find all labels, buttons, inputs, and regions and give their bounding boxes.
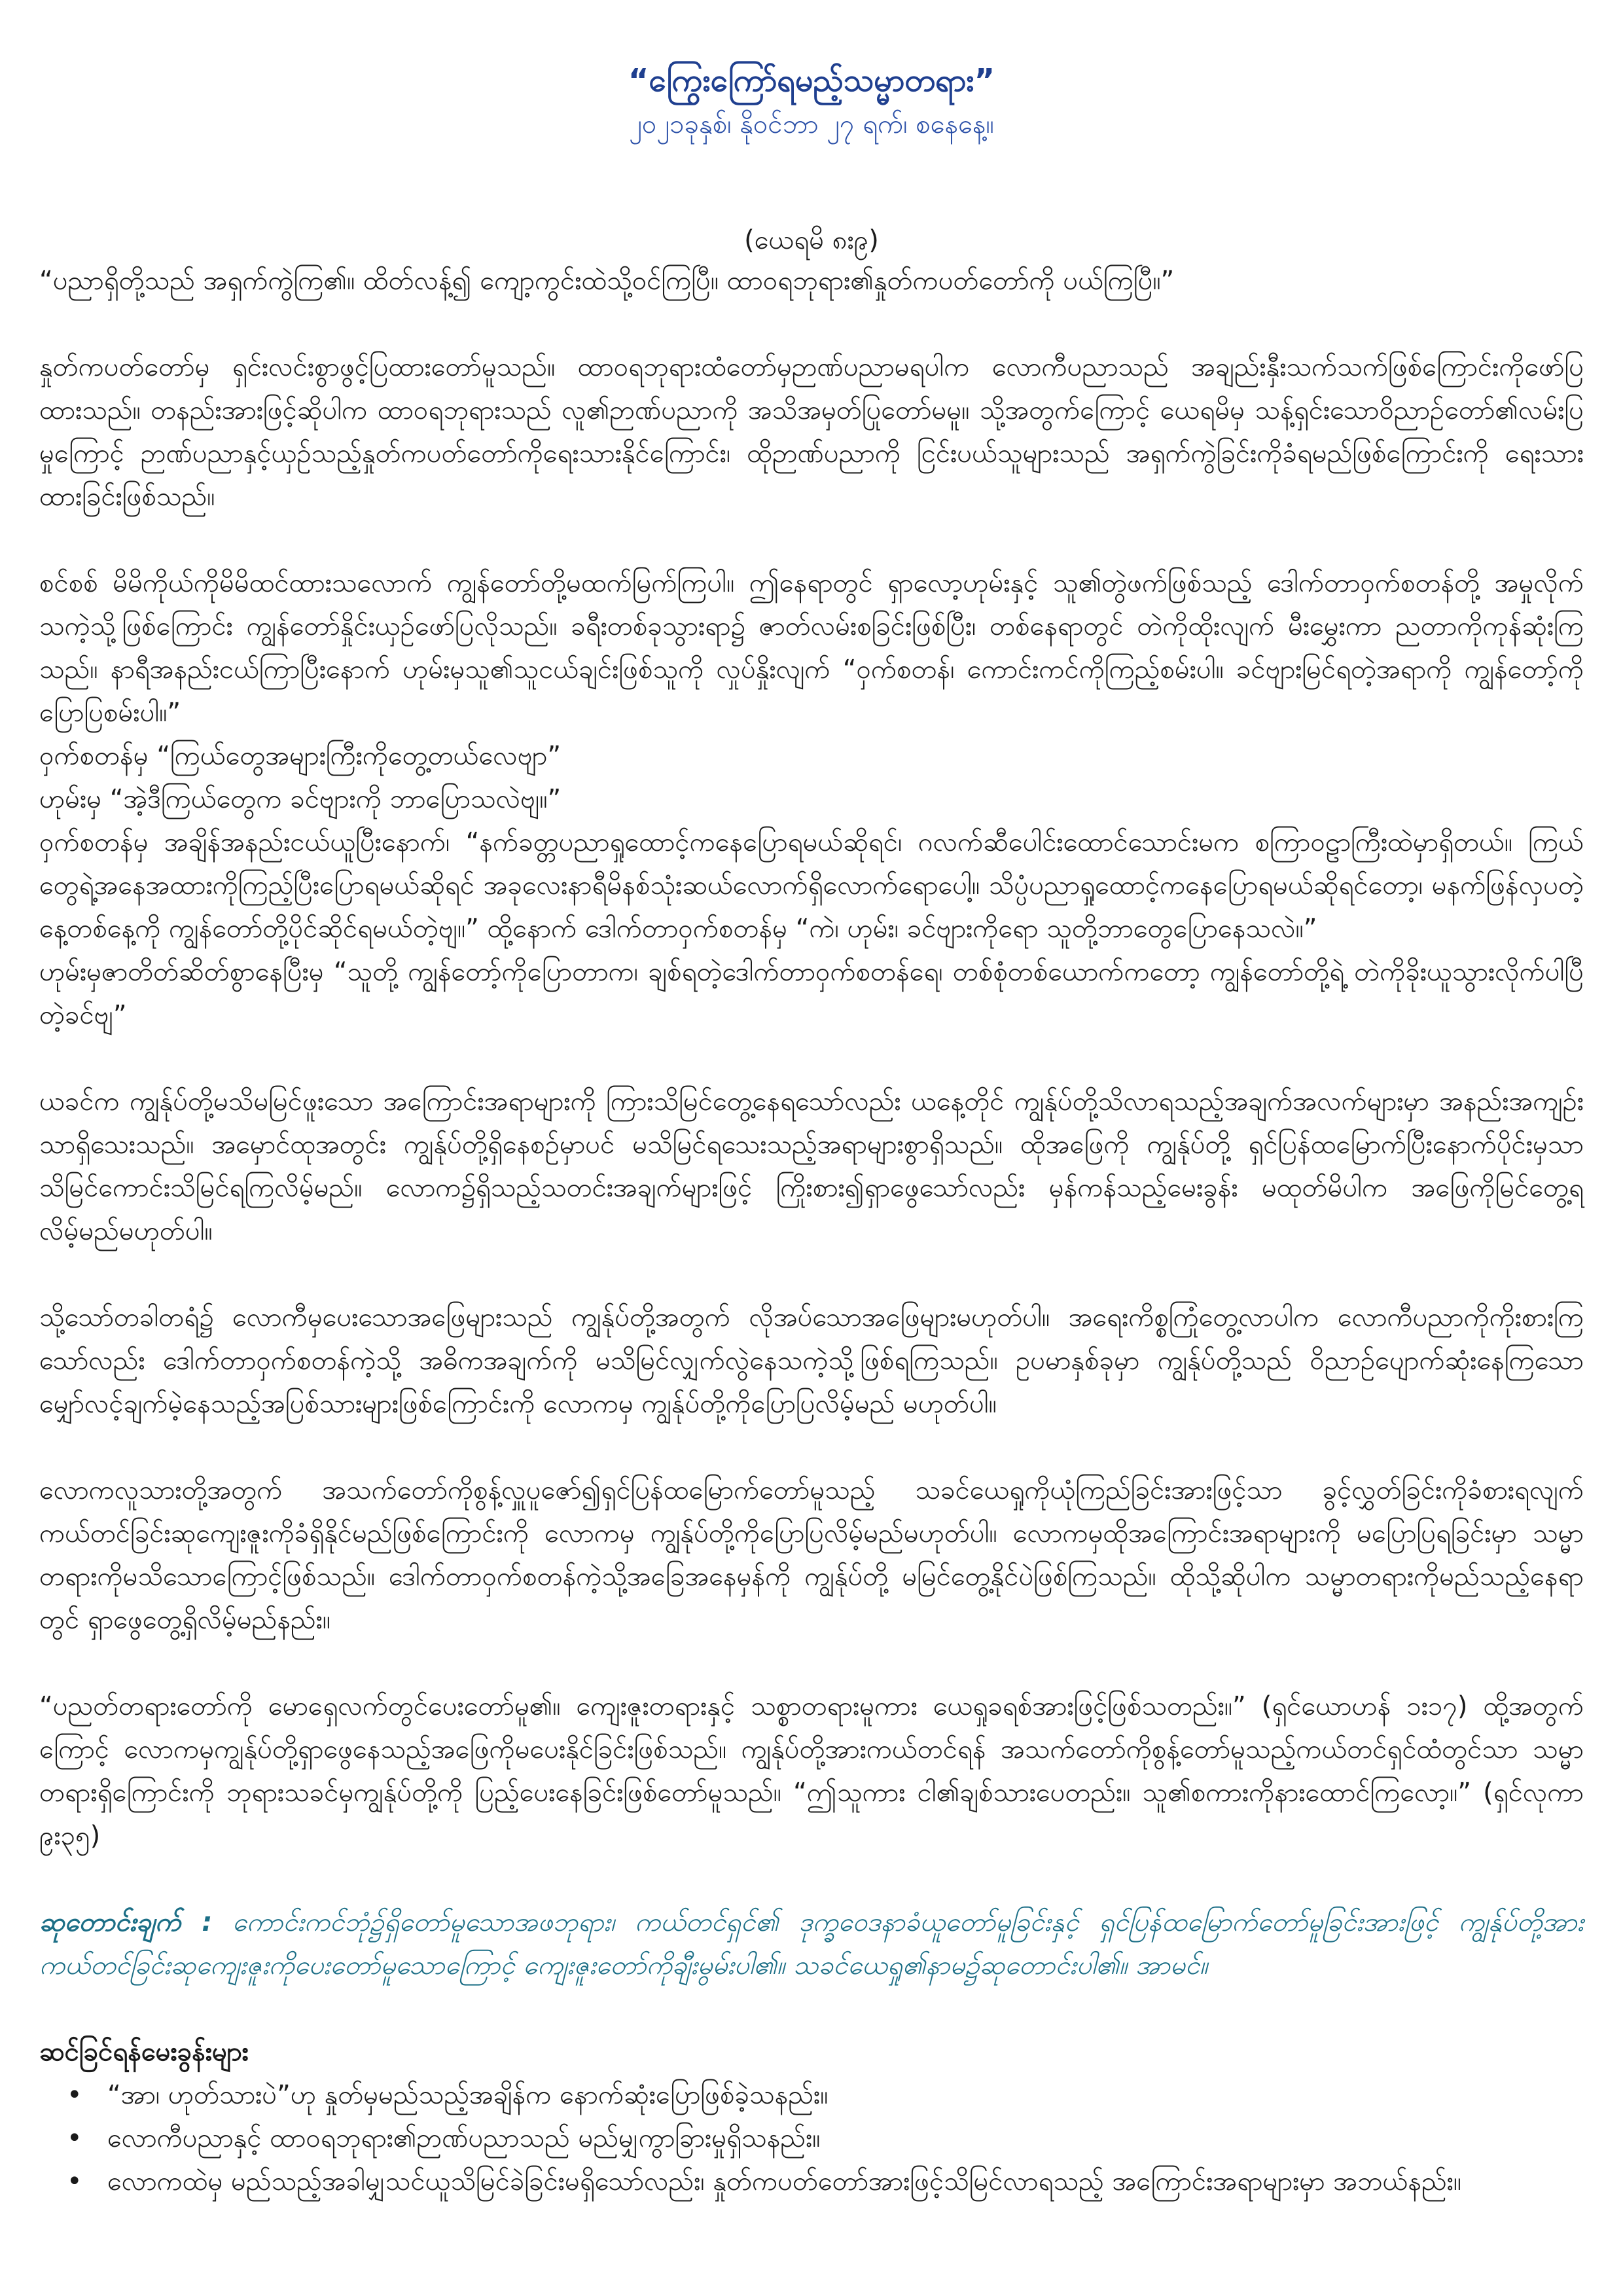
verse-reference: (ယေရမိ ၈း၉) <box>744 225 879 255</box>
paragraph-intro: နှုတ်ကပတ်တော်မှ ရှင်းလင်းစွာဖွင့်ပြထားတော်မူသည်။ ထာဝရဘုရားထံတော်မှဉာဏ်ပညာမရပါက လောကီပညာသည် အချည်းနှီးသက်သက်ဖြစ်ကြောင်းကိုဖော်ပြထားသည်။ တနည်းအားဖြင့်ဆိုပါက ထာဝရဘုရားသည် လူ၏ဉာဏ်ပညာကို အသိအမှတ်ပြုတော်မမူ။ သို့အတွက်ကြောင့် ယေရမိမှ သန့်ရှင်းသောဝိညာဉ်တော်၏လမ်းပြမှုကြောင့် ဉာဏ်ပညာနှင့်ယှဉ်သည့်နှုတ်ကပတ်တော်ကိုရေးသားနိုင်ကြောင်း၊ ထိုဉာဏ်ပညာကို ငြင်းပယ်သူများသည် အရှက်ကွဲခြင်းကိုခံရမည်ဖြစ်ကြောင်းကို ရေးသားထားခြင်းဖြစ်သည်။ <box>39 352 1584 512</box>
list-item <box>67 2073 1584 2117</box>
bullet-icon: • <box>67 2080 82 2110</box>
prayer-text: ကောင်းကင်ဘုံ၌ရှိတော်မူသောအဖဘုရား၊ ကယ်တင်ရှင်၏ ဒုက္ခဝေဒနာခံယူတော်မူခြင်းနှင့် ရှင်ပြန်ထမြောက်တော်မူခြင်းအားဖြင့် ကျွန်ုပ်တို့အားကယ်တင်ခြင်းဆုကျေးဇူးကိုပေးတော်မူသောကြောင့် ကျေးဇူးတော်ကိုချီးမွမ်းပါ၏။ သခင်ယေရှု၏နာမ၌ဆုတောင်းပါ၏။ အာမင်။ <box>39 1907 1584 1981</box>
dialogue-line: ဝှက်စတန်မှ အချိန်အနည်းငယ်ယူပြီးနောက်၊ “နက်ခတ္တပညာရှုထောင့်ကနေပြောရမယ်ဆိုရင်၊ ဂလက်ဆီပေါင်းထောင်သောင်းမက စကြာဝဠာကြီးထဲမှာရှိတယ်။ ကြယ်တွေရဲ့အနေအထားကိုကြည့်ပြီးပြောရမယ်ဆိုရင် အခုလေးနာရီမိနစ်သုံးဆယ်လောက်ရှိလောက်ရောပေါ့။ သိပ္ပံပညာရှုထောင့်ကနေပြောရမယ်ဆိုရင်တော့၊ မနက်ဖြန်လှပတဲ့နေ့တစ်နေ့ကို ကျွန်တော်တို့ပိုင်ဆိုင်ရမယ်တဲ့ဗျ။” ထို့နောက် ဒေါက်တာဝှက်စတန်မှ “ကဲ၊ ဟုမ်း၊ ခင်ဗျားကိုရော သူတို့ဘာတွေပြောနေသလဲ။” <box>39 827 1584 944</box>
question-text: လောကီပညာနှင့် ထာဝရဘုရား၏ဉာဏ်ပညာသည် မည်မျှကွာခြားမှုရှိသနည်း။ <box>107 2123 821 2153</box>
bullet-icon: • <box>67 2166 82 2197</box>
dialogue-line: ဟုမ်းမှဇာတိတ်ဆိတ်စွာနေပြီးမှ “သူတို့ ကျွန်တော့်ကိုပြောတာက၊ ချစ်ရတဲ့ဒေါက်တာဝှက်စတန်ရေ၊ တစ်စုံတစ်ယောက်ကတော့ ကျွန်တော်တို့ရဲ့ တဲကိုခိုးယူသွားလိုက်ပါပြီတဲ့ခင်ဗျ” <box>39 957 1584 1030</box>
verse-text: “ပညာရှိတို့သည် အရှက်ကွဲကြ၏။ ထိတ်လန့်၍ ကျော့ကွင်းထဲသို့ဝင်ကြပြီ။ ထာဝရဘုရား၏နှုတ်ကပတ်တော်ကို ပယ်ကြပြီ။” <box>39 266 1175 296</box>
question-text: “အာ၊ ဟုတ်သားပဲ”ဟု နှုတ်မှမည်သည့်အချိန်က နောက်ဆုံးပြောဖြစ်ခဲ့သနည်း။ <box>107 2080 829 2110</box>
dialogue-line: ဟုမ်းမှ “အဲ့ဒီကြယ်တွေက ခင်ဗျားကို ဘာပြောသလဲဗျ။” <box>39 784 562 814</box>
paragraph-body: လောကလူသားတို့အတွက် အသက်တော်ကိုစွန့်လှူပူဇော်၍ရှင်ပြန်ထမြောက်တော်မူသည့် သခင်ယေရှုကိုယုံကြည်ခြင်းအားဖြင့်သာ ခွင့်လွှတ်ခြင်းကိုခံစားရလျက် ကယ်တင်ခြင်းဆုကျေးဇူးကိုခံရှိနိုင်မည်ဖြစ်ကြောင်းကို လောကမှ ကျွန်ုပ်တို့ကိုပြောပြလိမ့်မည်မဟုတ်ပါ။ လောကမှထိုအကြောင်းအရာများကို မပြောပြရခြင်းမှာ သမ္မာတရားကိုမသိသောကြောင့်ဖြစ်သည်။ ဒေါက်တာဝှက်စတန်ကဲ့သို့အခြေအနေမှန်ကို ကျွန်ုပ်တို့ မမြင်တွေ့နိုင်ပဲဖြစ်ကြသည်။ ထိုသို့ဆိုပါက သမ္မာတရားကိုမည်သည့်နေရာတွင် ရှာဖွေတွေ့ရှိလိမ့်မည်နည်း။ <box>39 1475 1584 1635</box>
prayer-label: ဆုတောင်းချက် : <box>39 1907 213 1937</box>
page-date: ၂၀၂၁ခုနှစ်၊ နိုဝင်ဘာ ၂၇ ရက်၊ စနေနေ့။ <box>629 109 994 139</box>
questions-list <box>39 2073 1584 2203</box>
question-text: လောကထဲမှ မည်သည့်အခါမျှသင်ယူသိမြင်ခဲခြင်းမရှိသော်လည်း၊ နှုတ်ကပတ်တော်အားဖြင့်သိမြင်လာရသည့် အကြောင်းအရာများမှာ အဘယ်နည်း။ <box>107 2166 1462 2197</box>
list-item <box>67 2117 1584 2160</box>
page-title: “ကြွေးကြော်ရမည့်သမ္မာတရား” <box>628 62 995 99</box>
paragraph-scripture: “ပညတ်တရားတော်ကို မောရှေလက်တွင်ပေးတော်မူ၏။ ကျေးဇူးတရားနှင့် သစ္စာတရားမူကား ယေရှုခရစ်အားဖြင့်ဖြစ်သတည်း။” (ရှင်ယောဟန် ၁း၁၇) ထို့အတွက်ကြောင့် လောကမှကျွန်ုပ်တို့ရှာဖွေနေသည့်အဖြေကိုမပေးနိုင်ခြင်းဖြစ်သည်။ ကျွန်ုပ်တို့အားကယ်တင်ရန် အသက်တော်ကိုစွန့်တော်မူသည့်ကယ်တင်ရှင်ထံတွင်သာ သမ္မာတရားရှိကြောင်းကို ဘုရားသခင်မှကျွန်ုပ်တို့ကို ပြည့်ပေးနေခြင်းဖြစ်တော်မူသည်။ “ဤသူကား ငါ၏ချစ်သားပေတည်း။ သူ၏စကားကိုနားထောင်ကြလော့။” (ရှင်လုကာ ၉း၃၅) <box>39 1691 1584 1851</box>
questions-heading: ဆင်ခြင်ရန်မေးခွန်းများ <box>39 2037 249 2067</box>
paragraph-body: ယခင်က ကျွန်ုပ်တို့မသိမမြင်ဖူးသော အကြောင်းအရာများကို ကြားသိမြင်တွေ့နေရသော်လည်း ယနေ့တိုင် ကျွန်ုပ်တို့သိလာရသည့်အချက်အလက်များမှာ အနည်းအကျဉ်းသာရှိသေးသည်။ အမှောင်ထုအတွင်း ကျွန်ုပ်တို့ရှိနေစဉ်မှာပင် မသိမြင်ရသေးသည့်အရာများစွာရှိသည်။ ထိုအဖြေကို ကျွန်ုပ်တို့ ရှင်ပြန်ထမြောက်ပြီးနောက်ပိုင်းမှသာ သိမြင်ကောင်းသိမြင်ရကြလိမ့်မည်။ လောက၌ရှိသည့်သတင်းအချက်များဖြင့် ကြိုးစား၍ရှာဖွေသော်လည်း မှန်ကန်သည့်မေးခွန်း မထုတ်မိပါက အဖြေကိုမြင်တွေ့ရလိမ့်မည်မဟုတ်ပါ။ <box>39 1086 1584 1246</box>
list-item <box>67 2160 1584 2203</box>
paragraph-story: စင်စစ် မိမိကိုယ်ကိုမိမိထင်ထားသလောက် ကျွန်တော်တို့မထက်မြက်ကြပါ။ ဤနေရာတွင် ရှာလော့ဟုမ်းနှင့် သူ၏တွဲဖက်ဖြစ်သည့် ဒေါက်တာဝှက်စတန်တို့ အမှုလိုက်သကဲ့သို့ဖြစ်ကြောင်း ကျွန်တော်နှိုင်းယှဉ်ဖော်ပြလိုသည်။ ခရီးတစ်ခုသွားရာ၌ ဇာတ်လမ်းစခြင်းဖြစ်ပြီး၊ တစ်နေရာတွင် တဲကိုထိုးလျက် မီးမွှေးကာ ညတာကိုကုန်ဆုံးကြသည်။ နာရီအနည်းငယ်ကြာပြီးနောက် ဟုမ်းမှသူ၏သူငယ်ချင်းဖြစ်သူကို လှုပ်နှိုးလျက် “ဝှက်စတန်၊ ကောင်းကင်ကိုကြည့်စမ်းပါ။ ခင်ဗျားမြင်ရတဲ့အရာကို ကျွန်တော့်ကိုပြောပြစမ်းပါ။” <box>39 568 1584 728</box>
dialogue-line: ဝှက်စတန်မှ “ကြယ်တွေအများကြီးကိုတွေ့တယ်လေဗျာ” <box>39 741 562 771</box>
paragraph-body: သို့သော်တခါတရံ၌ လောကီမှပေးသောအဖြေများသည် ကျွန်ုပ်တို့အတွက် လိုအပ်သောအဖြေများမဟုတ်ပါ။ အရေးကိစ္စကြုံတွေ့လာပါက လောကီပညာကိုကိုးစားကြသော်လည်း ဒေါက်တာဝှက်စတန်ကဲ့သို့ အဓိကအချက်ကို မသိမြင်လျှက်လွဲနေသကဲ့သို့ဖြစ်ရကြသည်။ ဥပမာနှစ်ခုမှာ ကျွန်ုပ်တို့သည် ဝိညာဉ်ပျောက်ဆုံးနေကြသော မျှော်လင့်ချက်မဲ့နေသည့်အပြစ်သားများဖြစ်ကြောင်းကို လောကမှ ကျွန်ုပ်တို့ကိုပြောပြလိမ့်မည် မဟုတ်ပါ။ <box>39 1302 1584 1419</box>
bullet-icon: • <box>67 2123 82 2153</box>
prayer-block <box>39 1901 1584 1987</box>
